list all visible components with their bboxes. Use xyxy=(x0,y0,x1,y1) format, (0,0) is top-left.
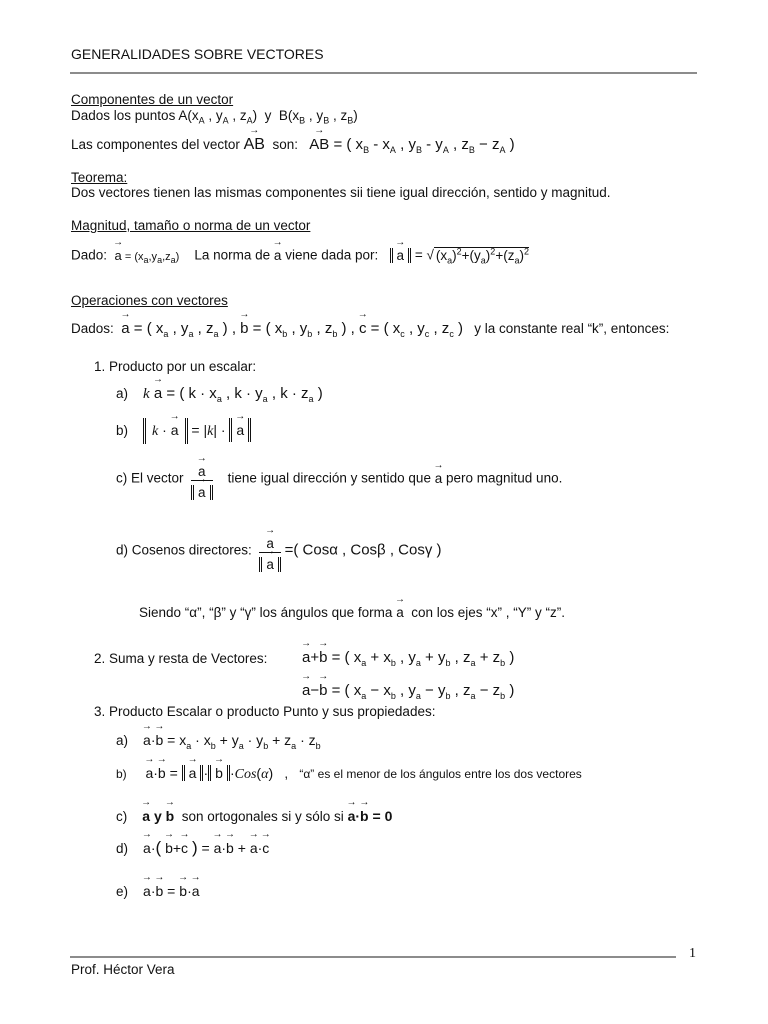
scalar-b: b) k · → a = |k| · → a xyxy=(116,418,251,444)
difference-formula: → a−→ b = ( $x_a - x_b$ , $y_a - y_b$ , $z_a - z_b$ ) xyxy=(302,682,514,701)
scalar-d: d) Cosenos directores: → a → a =( Cosα , Cosβ , Cosγ ) xyxy=(116,528,442,572)
section-heading-magnitude: Magnitud, tamaño o norma de un vector xyxy=(71,218,311,233)
dot-b: b) → a·→ b = → a ·→ b ·Cos(α) , “α” es el menor de los ángulos entre los dos vectores xyxy=(116,765,582,783)
dot-d: d) → a·( → b+→ c ) = → a·→ b + → a·→ c xyxy=(116,838,269,858)
sum-formula: → a+→ b = ( $x_a + x_b$ , $y_a + y_b$ , $z_a + z_b$ ) xyxy=(302,649,514,668)
footer-rule xyxy=(70,956,676,958)
section-heading-operations: Operaciones con vectores xyxy=(71,293,228,308)
scalar-a: a) k → a = ( $k \cdot x_a$ , $k \cdot y_a$ , $k \cdot z_a$ ) xyxy=(116,385,323,404)
item-dot-product: 3. Producto Escalar o producto Punto y sus propiedades: xyxy=(94,704,436,719)
item-scalar-product: 1. Producto por un escalar: xyxy=(94,359,257,374)
operations-given: Dados: → a = ( $x_a$ , $y_a$ , $z_a$ ) , → b = ( $x_b$ , $y_b$ , $z_b$ ) , → c = ( $x_c$ , $y_c$ , $z_c$ ) y la constante real “k”, entonces: xyxy=(71,320,669,339)
section-heading-components: Componentes de un vector xyxy=(71,92,234,107)
footer-author: Prof. Héctor Vera xyxy=(71,962,175,977)
theorem-text: Dos vectores tienen las mismas componentes sii tiene igual dirección, sentido y magnitud. xyxy=(71,185,611,200)
components-formula: Las componentes del vector → AB son: → AB = ( $x_B - x_A$ , $y_B - y_A$ , $z_B - z_A$ ) xyxy=(71,136,515,155)
scalar-c: c) El vector → a → a tiene igual dirección y sentido que → a pero magnitud uno. xyxy=(116,456,562,500)
item-sum-difference: 2. Suma y resta de Vectores: xyxy=(94,651,268,666)
angles-note: Siendo “α”, “β” y “γ” los ángulos que forma → a con los ejes “x” , “Y” y “z”. xyxy=(139,605,565,620)
page-title: GENERALIDADES SOBRE VECTORES xyxy=(71,46,324,62)
dot-c: c) → a y → b son ortogonales si y sólo si → a·→ b = 0 xyxy=(116,808,392,824)
page-number: 1 xyxy=(689,946,696,961)
header-rule xyxy=(70,72,697,74)
section-heading-theorem: Teorema: xyxy=(71,170,128,185)
dot-e: e) → a·→ b = → b·→ a xyxy=(116,883,200,899)
dot-a: a) → $a\cdot\to b = x_a \cdot x_b + y_a \cdot y_b + z_a \cdot z_b$ xyxy=(116,732,321,751)
norm-formula: Dado: → $a = (x_a,y_a,z_a)$ La norma de → a viene dada por: → a = √ $(x_a)^2+(y_a)^2+(z_a)^2$ xyxy=(71,246,529,265)
points-definition: Dados los puntos $A(x_A$ , $y_A$ , $z_A$) y $B(x_B$ , $y_B$ , $z_B$) xyxy=(71,108,358,126)
